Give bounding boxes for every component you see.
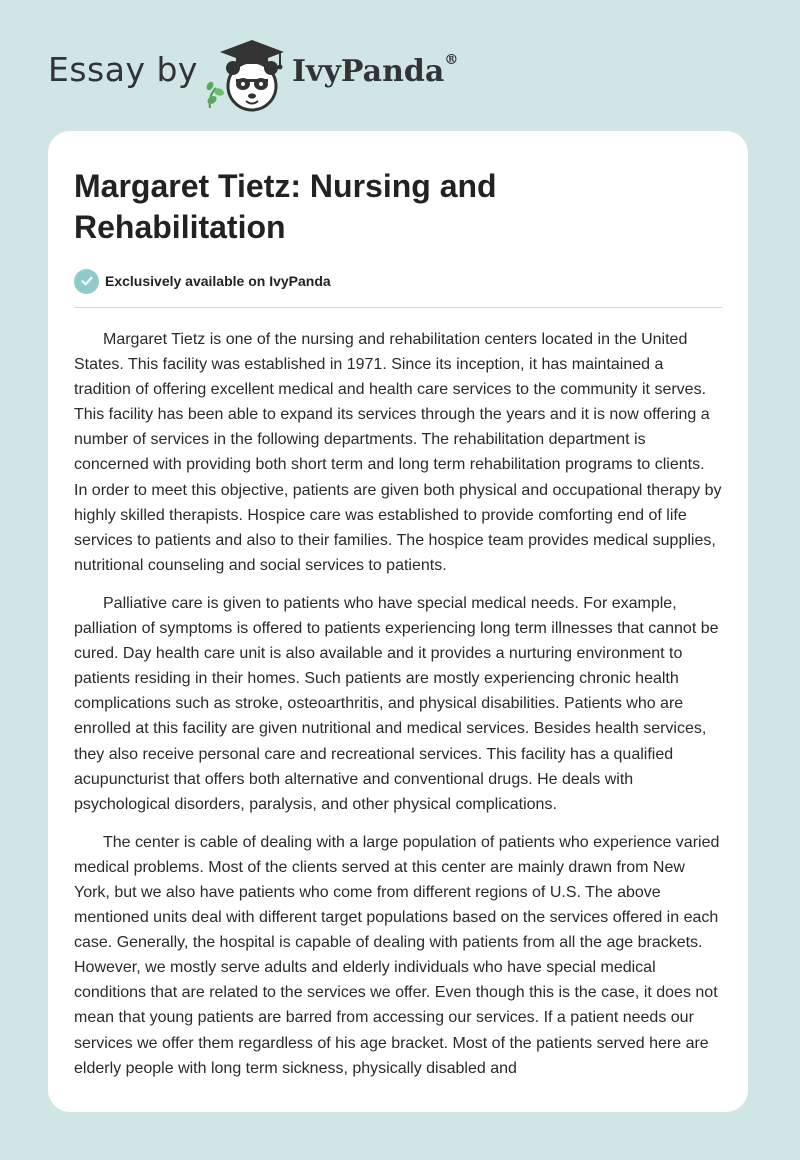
- registered-mark: ®: [444, 52, 459, 68]
- check-icon: [74, 269, 99, 294]
- exclusive-notice: [74, 268, 722, 294]
- paragraph: Palliative care is given to patients who have special medical needs. For example, palliation of symptoms is offered to patients experiencing long term illnesses that cannot be cured. Day health care unit is also available and it provides a nurturing environment to patients residing in their homes. Such patients are mostly experiencing chronic health complications such as stroke, osteoarthritis, and physical disabilities. Patients who are enrolled at this facility are given nutritional and medical services. Besides health services, they also receive personal care and recreational services. This facility has a qualified acupuncturist that offers both alternative and conventional drugs. He deals with psychological disorders, paralysis, and other physical complications.: [74, 594, 719, 813]
- paragraph: Margaret Tietz is one of the nursing and rehabilitation centers located in the United States. This facility was established in 1971. Since its inception, it has maintained a tradition of offering excellent medical and health care services to the community it serves. This facility has been able to expand its services through the years and it is now offering a number of services in the following departments. The rehabilitation department is concerned with providing both short term and long term rehabilitation programs to clients. In order to meet this objective, patients are given both physical and occupational therapy by highly skilled therapists. Hospice care was established to provide comforting end of life services to patients and also to their families. The hospice team provides medical supplies, nutritional counseling and social services to patients.: [74, 331, 722, 574]
- paragraph: The center is cable of dealing with a large population of patients who experience varied medical problems. Most of the clients served at this center are mainly drawn from New York, but we also have patients who come from different regions of U.S. The above mentioned units deal with different target populations based on the services offered in each case. Generally, the hospital is capable of dealing with patients from all the age brackets. However, we mostly serve adults and elderly individuals who have special medical conditions that are related to the services we offer. Even though this is the case, it does not mean that young patients are barred from accessing our services. If a patient needs our services we offer them regardless of his age bracket. Most of the patients served here are elderly people with long term sickness, physically disabled and: [74, 833, 720, 1077]
- panda-graduate-icon[interactable]: [202, 34, 286, 114]
- essay-body: [74, 327, 722, 1081]
- essay-by-label: Essay by: [48, 50, 198, 89]
- exclusive-label: Exclusively available on IvyPanda: [105, 273, 331, 289]
- site-header: [48, 30, 752, 110]
- essay-title: Margaret Tietz: Nursing and Rehabilitation: [74, 168, 497, 245]
- brand-name[interactable]: [292, 54, 458, 89]
- brand-text: IvyPanda: [292, 54, 445, 89]
- essay-card: [48, 131, 748, 1112]
- divider: [74, 307, 722, 308]
